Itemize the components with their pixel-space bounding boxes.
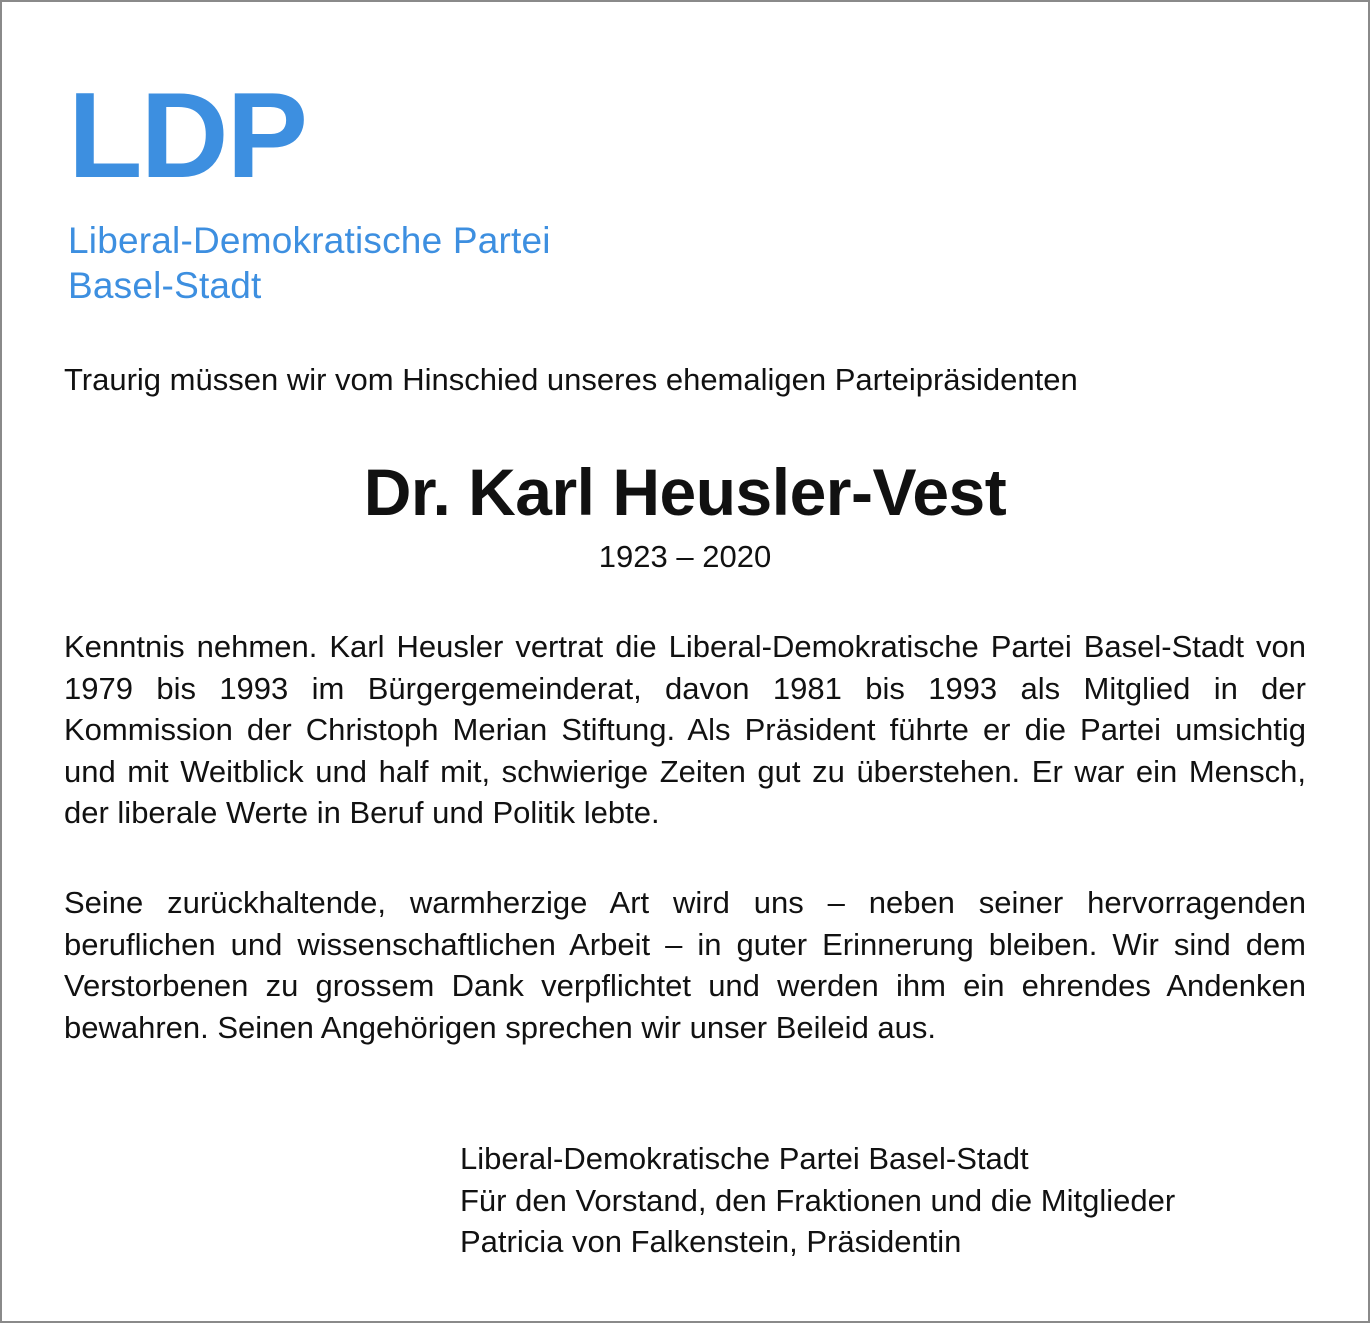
signature-block (460, 1138, 1175, 1263)
intro-text: Traurig müssen wir vom Hinschied unseres ehemaligen Parteipräsidenten (64, 362, 1078, 397)
party-logo (68, 67, 551, 308)
life-years: 1923 – 2020 (598, 539, 772, 574)
tribute-paragraph: Kenntnis nehmen. Karl Heusler vertrat die Liberal-Demokratische Partei Basel-Stadt von 1979 bis 1993 im Bürgergemeinderat, davon 1981 bis 1993 als Mitglied in der Kommission der Christoph Merian Stiftung. Als Präsident führte er die Partei umsichtig und mit Weitblick und half mit, schwierige Zeiten gut zu überstehen. Er war ein Mensch, der liberale Werte in Beruf und Politik lebte. (64, 629, 1306, 830)
logo-region: Basel-Stadt (68, 265, 262, 306)
deceased-name: Dr. Karl Heusler-Vest (363, 455, 1007, 529)
signature-organization: Liberal-Demokratische Partei Basel-Stadt (460, 1141, 1029, 1176)
logo-subtitle (68, 218, 551, 308)
logo-mark: LDP (68, 67, 306, 203)
logo-party-name: Liberal-Demokratische Partei (68, 220, 551, 261)
condolence-paragraph: Seine zurückhaltende, warmherzige Art wird uns – neben seiner hervorragenden beruflichen und wissenschaftlichen Arbeit – in guter Erinnerung bleiben. Wir sind dem Verstorbenen zu grossem Dank verpflichtet und werden ihm ein ehrendes Andenken bewahren. Seinen Angehörigen sprechen wir unser Beileid aus. (64, 885, 1306, 1045)
signature-on-behalf: Für den Vorstand, den Fraktionen und die Mitglieder (460, 1182, 1176, 1218)
signature-signer: Patricia von Falkenstein, Präsidentin (460, 1224, 962, 1259)
